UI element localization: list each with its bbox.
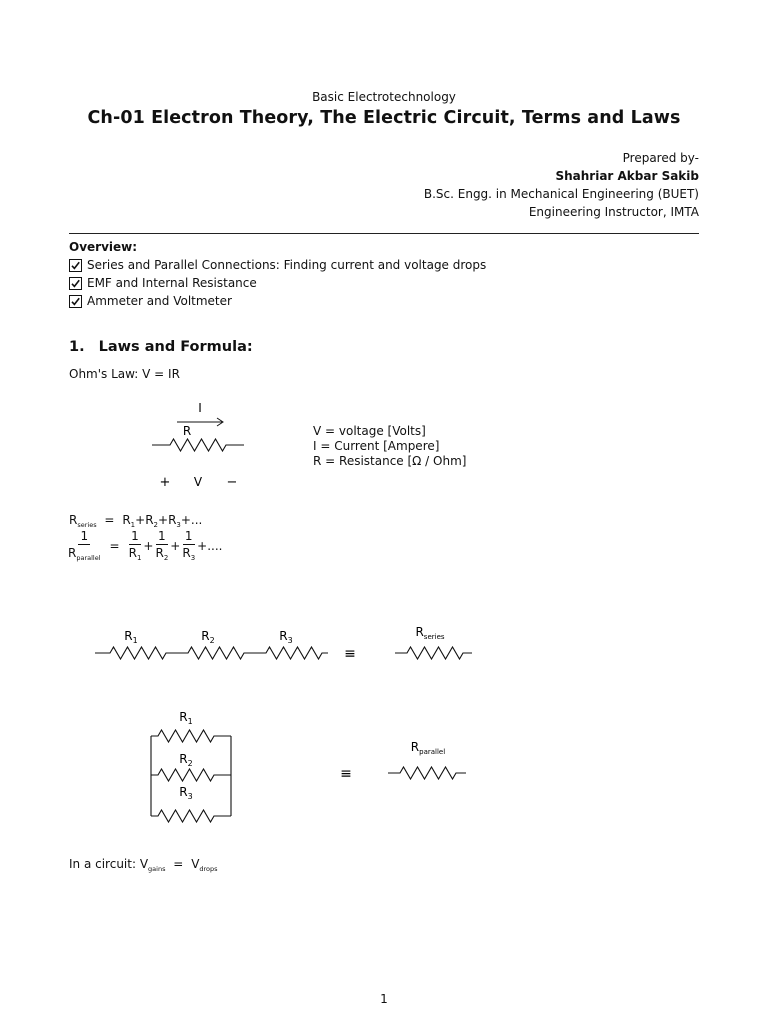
r2-label: $R_2$ xyxy=(179,752,193,768)
voltage-label: V xyxy=(193,475,203,489)
resistor-label: R xyxy=(182,424,192,438)
r3-label: $R_3$ xyxy=(279,629,293,645)
r1-label: $R_1$ xyxy=(124,629,138,645)
author-name: Shahriar Akbar Sakib xyxy=(555,169,699,183)
current-label: I xyxy=(198,401,202,415)
course-name: Basic Electrotechnology xyxy=(312,90,456,104)
section-title: Laws and Formula: xyxy=(98,339,253,355)
prepared-by-label: Prepared by- xyxy=(622,151,699,165)
checkbox-checked-icon xyxy=(69,295,82,308)
definition-current: I = Current [Ampere] xyxy=(313,439,440,453)
author-degree: B.Sc. Engg. in Mechanical Engineering (BUET) xyxy=(423,187,699,201)
ohms-law: Ohm's Law: V = IR xyxy=(69,367,180,381)
parallel-formula: $\frac{1}{R_{parallel}}$ = $\frac{1}{R_1}$ + $\frac{1}{R_2}$ + $\frac{1}{R_3}$ +.... xyxy=(68,529,223,562)
resistor-icon xyxy=(152,439,244,451)
overview-item xyxy=(69,276,257,290)
checkbox-checked-icon xyxy=(69,277,82,290)
parallel-circuit-diagram xyxy=(140,705,480,830)
ohms-law-figure xyxy=(140,395,260,495)
fraction: $\frac{1}{R_{parallel}}$ xyxy=(68,529,101,562)
resistor-icon xyxy=(151,810,231,822)
fraction: $\frac{1}{R_2}$ xyxy=(155,529,169,562)
series-circuit-diagram xyxy=(90,620,490,670)
equivalent-symbol: ≡ xyxy=(340,766,352,782)
overview-item xyxy=(69,294,232,308)
series-formula: $R_{series} = R_1+R_2+R_3+$... xyxy=(69,513,203,529)
definition-voltage: V = voltage [Volts] xyxy=(313,424,426,438)
r1-label: $R_1$ xyxy=(179,710,193,726)
definition-resistance: R = Resistance [Ω / Ohm] xyxy=(313,454,467,468)
header-divider xyxy=(69,233,699,234)
r3-label: $R_3$ xyxy=(179,785,193,801)
overview-item-label: Series and Parallel Connections: Finding current and voltage drops xyxy=(87,258,487,272)
equivalent-symbol: ≡ xyxy=(344,646,356,662)
r2-label: $R_2$ xyxy=(201,629,215,645)
r-series-label: $R_{series}$ xyxy=(415,625,445,641)
overview-item xyxy=(69,258,486,272)
r-parallel-label: $R_{parallel}$ xyxy=(410,740,446,756)
fraction: $\frac{1}{R_3}$ xyxy=(182,529,196,562)
resistor-icon xyxy=(395,647,472,659)
page-number: 1 xyxy=(380,992,388,1006)
resistor-icon xyxy=(151,730,231,742)
overview-item-label: Ammeter and Voltmeter xyxy=(87,294,232,308)
overview-item-label: EMF and Internal Resistance xyxy=(87,276,257,290)
resistor-icon xyxy=(151,769,231,781)
series-resistors-icon xyxy=(95,647,328,659)
circuit-law: In a circuit: $V_{gains} = V_{drops}$ xyxy=(69,857,218,873)
resistor-icon xyxy=(388,767,466,779)
overview-heading: Overview: xyxy=(69,240,138,254)
plus-terminal: + xyxy=(159,475,171,490)
checkbox-checked-icon xyxy=(69,259,82,272)
minus-terminal: − xyxy=(226,475,238,490)
section-number: 1. xyxy=(69,339,85,355)
section-heading xyxy=(69,339,253,355)
author-position: Engineering Instructor, IMTA xyxy=(528,205,699,219)
fraction: $\frac{1}{R_1}$ xyxy=(128,529,142,562)
chapter-title: Ch-01 Electron Theory, The Electric Circuit, Terms and Laws xyxy=(87,108,681,128)
